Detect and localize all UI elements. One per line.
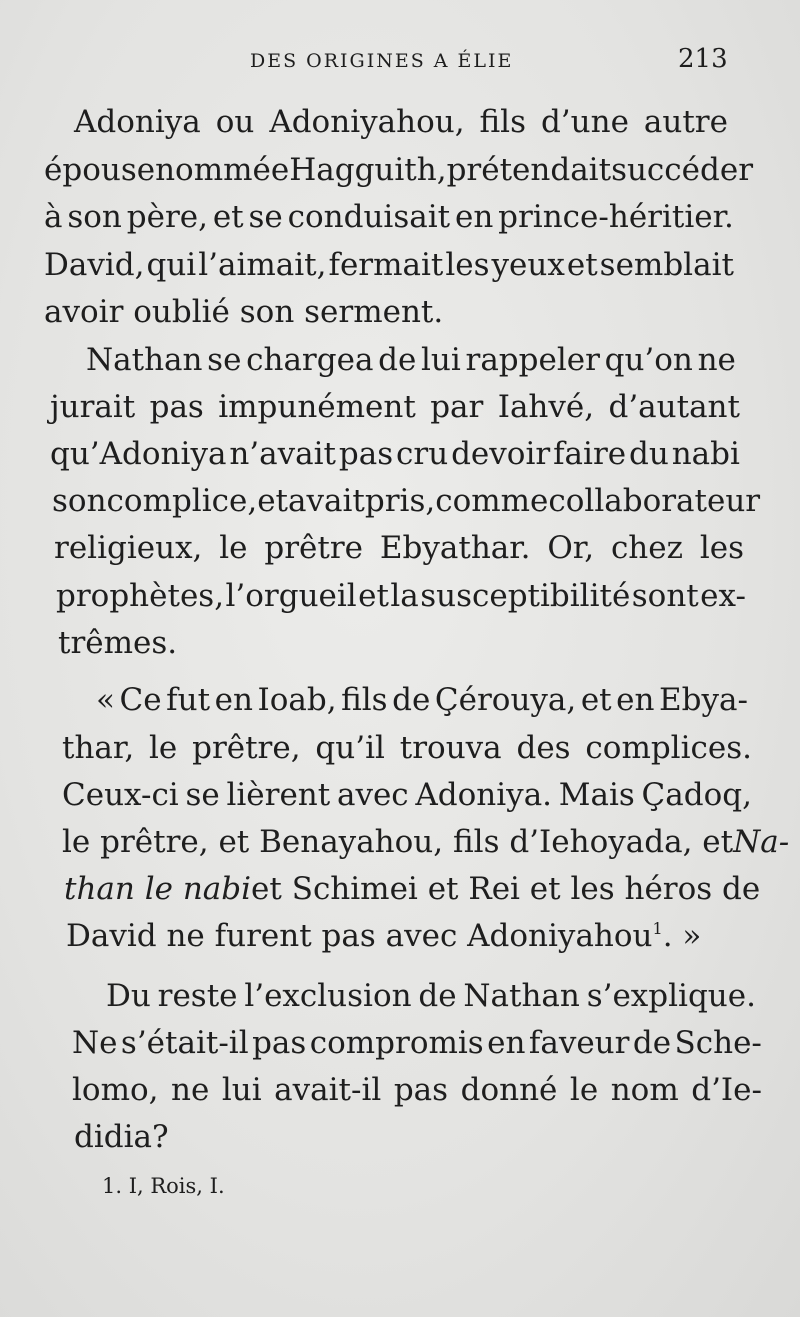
word: épouse bbox=[44, 152, 156, 188]
word: d’une bbox=[540, 104, 629, 140]
word: Çadoq, bbox=[641, 777, 752, 813]
text-line bbox=[50, 434, 740, 474]
word: faveur bbox=[528, 1025, 630, 1061]
word: ne bbox=[171, 1072, 210, 1108]
word: son bbox=[52, 483, 107, 519]
word: de bbox=[418, 978, 457, 1014]
text-line bbox=[74, 102, 728, 142]
word: Iahvé, bbox=[497, 389, 595, 425]
footnote: 1. I, Rois, I. bbox=[102, 1174, 225, 1198]
text-segment: . » bbox=[662, 918, 702, 954]
word: les bbox=[445, 247, 490, 283]
word: fils bbox=[479, 104, 526, 140]
italic-segment: than le nabi bbox=[64, 871, 252, 907]
word: David, bbox=[44, 247, 145, 283]
text-segment: David ne furent pas avec Adoniyahou bbox=[66, 918, 653, 954]
word: Nathan bbox=[86, 342, 203, 378]
text-line bbox=[44, 150, 754, 190]
word: des bbox=[516, 730, 571, 766]
word: l’exclusion bbox=[244, 978, 412, 1014]
word: susceptibilité bbox=[420, 578, 631, 614]
word: le bbox=[569, 1072, 599, 1108]
word: qu’il bbox=[315, 730, 385, 766]
word: l’aimait, bbox=[198, 247, 327, 283]
word: cru bbox=[396, 436, 449, 472]
text-line bbox=[62, 822, 790, 862]
word: Ne bbox=[72, 1025, 118, 1061]
word: complices. bbox=[585, 730, 752, 766]
word: semblait bbox=[599, 247, 734, 283]
word: se bbox=[248, 199, 283, 235]
word: d’autant bbox=[608, 389, 740, 425]
word: à bbox=[44, 199, 63, 235]
word: de bbox=[392, 682, 431, 718]
text-line bbox=[106, 976, 756, 1016]
word: prophètes, bbox=[56, 578, 225, 614]
word: collaborateur bbox=[548, 483, 761, 519]
text-line bbox=[62, 728, 752, 768]
text-line bbox=[56, 576, 746, 616]
text-line bbox=[66, 916, 701, 956]
word: le bbox=[149, 730, 178, 766]
word: du bbox=[629, 436, 669, 472]
word: Du bbox=[106, 978, 151, 1014]
word: comme bbox=[435, 483, 549, 519]
text-line bbox=[64, 869, 761, 909]
word: s’explique. bbox=[586, 978, 756, 1014]
word: Ceux-ci bbox=[62, 777, 179, 813]
word: et bbox=[257, 483, 289, 519]
text-segment: le prêtre, et Benayahou, fils d’Iehoyada, et bbox=[62, 824, 734, 860]
text-line bbox=[54, 528, 744, 568]
word: religieux, bbox=[54, 530, 203, 566]
text-line bbox=[86, 340, 736, 380]
page-number: 213 bbox=[678, 44, 728, 74]
word: Adoniya. bbox=[415, 777, 553, 813]
word: chez bbox=[610, 530, 683, 566]
word: Ebyathar. bbox=[379, 530, 531, 566]
word: nabi bbox=[671, 436, 740, 472]
word: succéder bbox=[611, 152, 754, 188]
word: et bbox=[566, 247, 598, 283]
word: de bbox=[378, 342, 417, 378]
word: pas bbox=[252, 1025, 307, 1061]
word: faire bbox=[553, 436, 627, 472]
page-header bbox=[0, 44, 800, 84]
text-segment bbox=[66, 916, 701, 956]
word: par bbox=[430, 389, 484, 425]
word: compromis bbox=[309, 1025, 484, 1061]
word: en bbox=[214, 682, 253, 718]
word: fut bbox=[166, 682, 211, 718]
word: donné bbox=[460, 1072, 558, 1108]
word: se bbox=[185, 777, 220, 813]
word: pas bbox=[149, 389, 204, 425]
word: prêtre bbox=[264, 530, 364, 566]
footnote-marker: 1 bbox=[652, 919, 663, 938]
word: reste bbox=[157, 978, 238, 1014]
word: Mais bbox=[558, 777, 635, 813]
word: d’Ie- bbox=[691, 1072, 762, 1108]
word: qui bbox=[146, 247, 197, 283]
word: Nathan bbox=[463, 978, 580, 1014]
word: sont bbox=[631, 578, 699, 614]
word: lui bbox=[221, 1072, 262, 1108]
word: avait-il bbox=[274, 1072, 382, 1108]
word: complice, bbox=[106, 483, 258, 519]
text-line: avoir oublié son serment. bbox=[44, 294, 444, 330]
word: ne bbox=[697, 342, 736, 378]
word: nommée bbox=[155, 152, 290, 188]
word: pas bbox=[393, 1072, 449, 1108]
word: Ioab, bbox=[257, 682, 337, 718]
text-line bbox=[62, 775, 752, 815]
word: fils bbox=[341, 682, 388, 718]
word: pris, bbox=[364, 483, 436, 519]
running-head: DES ORIGINES A ÉLIE bbox=[250, 50, 514, 72]
word: lui bbox=[421, 342, 461, 378]
text-line bbox=[72, 1023, 762, 1063]
text-segment: et Schimei et Rei et les héros de bbox=[251, 871, 761, 907]
word: ou bbox=[215, 104, 255, 140]
word: père, bbox=[126, 199, 208, 235]
word: prétendait bbox=[446, 152, 612, 188]
word: chargea bbox=[246, 342, 374, 378]
word: Çérouya, bbox=[434, 682, 577, 718]
word: n’avait bbox=[229, 436, 336, 472]
word: devoir bbox=[451, 436, 551, 472]
text-line: trêmes. bbox=[58, 625, 178, 661]
word: avec bbox=[336, 777, 409, 813]
word: thar, bbox=[62, 730, 135, 766]
word: l’orgueil bbox=[225, 578, 357, 614]
word: conduisait bbox=[287, 199, 451, 235]
word: jurait bbox=[50, 389, 136, 425]
word: et bbox=[212, 199, 244, 235]
word: se bbox=[207, 342, 242, 378]
text-line bbox=[44, 197, 734, 237]
word: le bbox=[219, 530, 248, 566]
word: qu’Adoniya bbox=[50, 436, 227, 472]
word: avait bbox=[288, 483, 365, 519]
word: en bbox=[487, 1025, 526, 1061]
word: fermait bbox=[328, 247, 444, 283]
word: Adoniyahou, bbox=[269, 104, 465, 140]
word: en bbox=[454, 199, 494, 235]
word: la bbox=[390, 578, 419, 614]
word: son bbox=[67, 199, 122, 235]
word: Ebya- bbox=[659, 682, 748, 718]
word: et bbox=[358, 578, 389, 614]
word: s’était-il bbox=[120, 1025, 249, 1061]
word: Sche- bbox=[674, 1025, 762, 1061]
word: Or, bbox=[547, 530, 595, 566]
word: et bbox=[580, 682, 612, 718]
word: ex- bbox=[700, 578, 746, 614]
word: Adoniya bbox=[74, 104, 201, 140]
word: lièrent bbox=[226, 777, 331, 813]
word: en bbox=[616, 682, 655, 718]
text-line bbox=[52, 481, 761, 521]
text-line bbox=[96, 680, 748, 720]
word: prince-héritier. bbox=[498, 199, 734, 235]
word: Ce bbox=[119, 682, 162, 718]
word: pas bbox=[338, 436, 394, 472]
word: autre bbox=[643, 104, 728, 140]
word: nom bbox=[610, 1072, 679, 1108]
word: trouva bbox=[399, 730, 502, 766]
word: prêtre, bbox=[192, 730, 301, 766]
word: rappeler bbox=[465, 342, 600, 378]
text-line bbox=[72, 1070, 762, 1110]
word: de bbox=[632, 1025, 672, 1061]
text-line bbox=[44, 245, 734, 285]
word: impunément bbox=[218, 389, 416, 425]
word: les bbox=[699, 530, 744, 566]
word: yeux bbox=[491, 247, 565, 283]
text-line: didia? bbox=[74, 1119, 169, 1155]
word: qu’on bbox=[604, 342, 693, 378]
text-line bbox=[50, 387, 740, 427]
word: « bbox=[96, 682, 115, 718]
word: lomo, bbox=[72, 1072, 159, 1108]
word: Hagguith, bbox=[289, 152, 447, 188]
italic-segment: Na- bbox=[733, 824, 790, 860]
